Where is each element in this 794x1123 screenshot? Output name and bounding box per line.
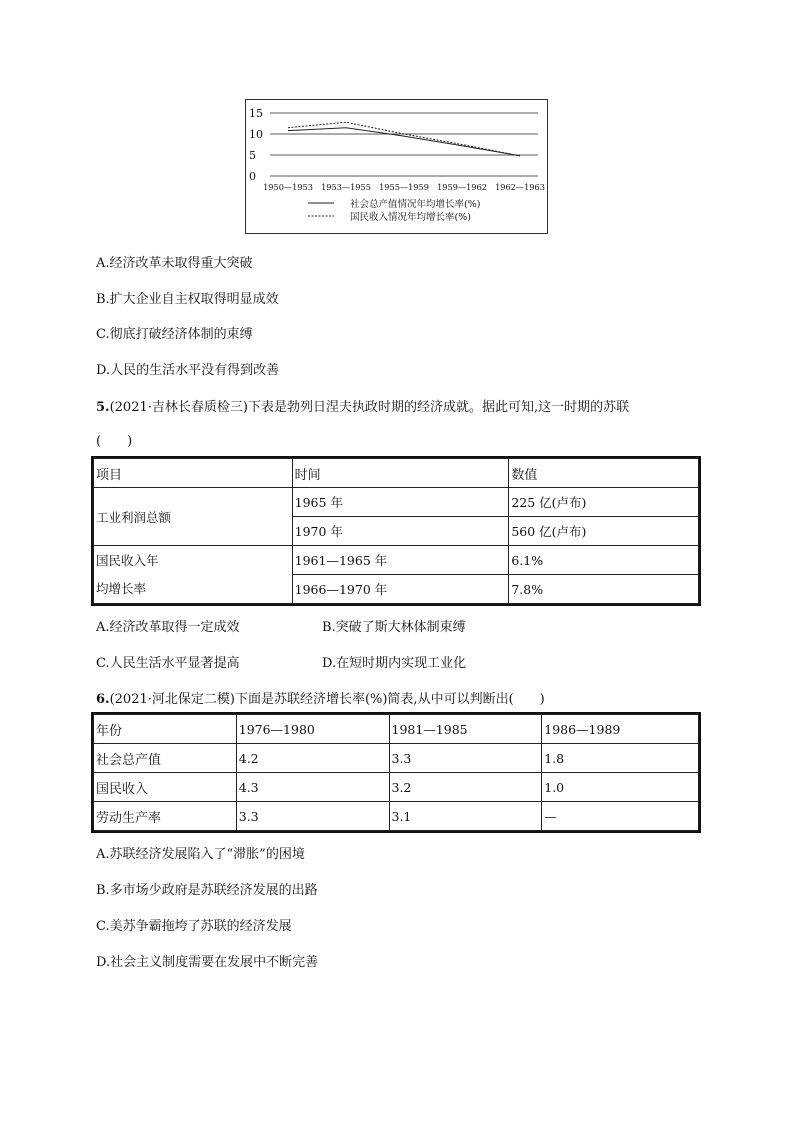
q5-option-a: A.经济改革取得一定成效 [96,620,240,635]
q6-stem-text: (2021·河北保定二模)下面是苏联经济增长率(%)简表,从中可以判断出( ) [109,692,545,707]
x-tick-label: 1953—1955 [321,182,371,192]
q5-option-d: D.在短时期内实现工业化 [322,656,467,671]
q5-stem-text: (2021·吉林长春质检三)下表是勃列日涅夫执政时期的经济成就。据此可知,这一时期的苏联 [109,400,630,415]
table-header-row [94,459,699,488]
table-cell: 6.1% [509,546,699,575]
y-tick-label: 10 [249,128,263,141]
header-cell: 1986—1989 [542,715,699,744]
table-row [94,773,699,802]
table-cell: 225 亿(卢布) [509,488,699,517]
q4-option-d: D.人民的生活水平没有得到改善 [96,363,280,378]
x-tick-label: 1950—1953 [263,182,313,192]
table-row [94,744,699,773]
table-cell: 1.0 [542,773,699,802]
header-cell: 1976—1980 [236,715,389,744]
table-cell: — [542,802,699,831]
table-row [94,546,699,575]
q4-option-c: C.彻底打破经济体制的束缚 [96,327,253,342]
table-cell: 3.3 [236,802,389,831]
q5-option-b: B.突破了斯大林体制束缚 [322,620,466,635]
header-cell: 1981—1985 [389,715,542,744]
series-line-1 [288,128,520,156]
table-cell: 3.2 [389,773,542,802]
x-tick-label: 1955—1959 [379,182,429,192]
table-cell: 7.8% [509,575,699,604]
q4-option-a: A.经济改革未取得重大突破 [96,256,253,271]
legend-label: 国民收入情况年均增长率(%) [350,212,471,223]
table-cell: 3.1 [389,802,542,831]
q5-stem [96,396,629,415]
table-cell: 560 亿(卢布) [509,517,699,546]
table-header-row [94,715,699,744]
header-cell: 时间 [292,459,509,488]
row-label: 工业利润总额 [94,488,293,546]
table-row [94,488,699,517]
series-line-2 [288,122,520,156]
table-cell: 1965 年 [292,488,509,517]
table-cell: 1966—1970 年 [292,575,509,604]
row-label: 社会总产值 [94,744,237,773]
table-cell: 1961—1965 年 [292,546,509,575]
y-tick-label: 0 [249,170,256,183]
q6-option-b: B.多市场少政府是苏联经济发展的出路 [96,883,318,898]
q6-option-d: D.社会主义制度需要在发展中不断完善 [96,955,319,970]
q6-stem [96,688,545,707]
y-tick-label: 15 [249,107,263,120]
chart-canvas [246,100,549,235]
header-cell: 数值 [509,459,699,488]
header-cell: 项目 [94,459,293,488]
q4-option-b: B.扩大企业自主权取得明显成效 [96,292,279,307]
table-cell: 4.3 [236,773,389,802]
row-label [94,546,293,604]
q5-answer-blank: ( ) [96,434,133,449]
row-label-line: 国民收入年 [96,552,159,568]
legend-label: 社会总产值情况年均增长率(%) [350,199,481,210]
q6-table [93,714,699,831]
table-row [94,802,699,831]
table-cell: 3.3 [389,744,542,773]
q6-number: 6. [96,692,110,707]
row-label: 劳动生产率 [94,802,237,831]
q5-number: 5. [96,400,110,415]
x-tick-label: 1959—1962 [437,182,487,192]
row-label-line: 均增长率 [96,580,147,596]
table-cell: 1.8 [542,744,699,773]
q5-table [93,458,699,604]
q6-option-a: A.苏联经济发展陷入了“滞胀”的困境 [96,847,305,862]
row-label: 国民收入 [94,773,237,802]
table-cell: 4.2 [236,744,389,773]
y-tick-label: 5 [249,149,256,162]
q6-option-c: C.美苏争霸拖垮了苏联的经济发展 [96,919,292,934]
q5-option-c: C.人民生活水平显著提高 [96,656,240,671]
header-cell: 年份 [94,715,237,744]
growth-rate-chart [245,99,548,234]
table-cell: 1970 年 [292,517,509,546]
x-tick-label: 1962—1963 [495,182,545,192]
